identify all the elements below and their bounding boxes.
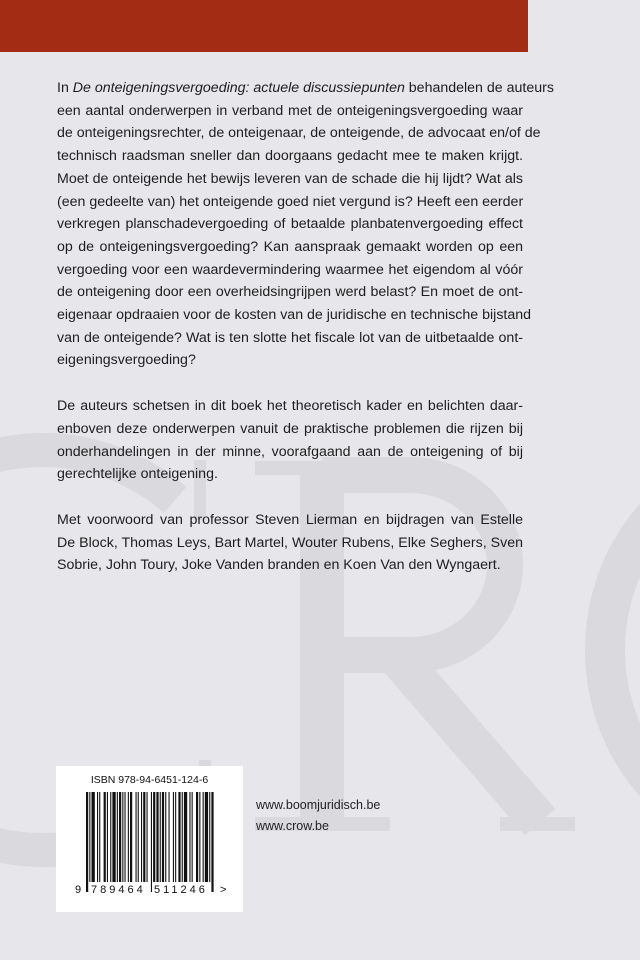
barcode-bar: [122, 792, 123, 882]
text-line: op de onteigeningsvergoeding? Kan aanspraak gemaakt worden op een: [57, 238, 523, 255]
text-line: enboven deze onderwerpen vanuit de praktische problemen die rijzen bij: [57, 420, 523, 437]
paragraph: [57, 77, 554, 372]
isbn-label: ISBN 978-94-6451-124-6: [90, 774, 209, 786]
barcode-bar: [97, 792, 98, 882]
barcode-bar: [169, 792, 170, 882]
barcode-bar: [119, 792, 121, 882]
barcode-bar: [182, 792, 183, 882]
barcode-bar: [130, 792, 132, 882]
barcode-bar: [178, 792, 180, 882]
barcode-bar: [143, 792, 145, 882]
text-line: van de onteigende? Wat is ten slotte het fiscale lot van de uitbetaalde ont-: [57, 329, 523, 346]
link-boomjuridisch[interactable]: www.boomjuridisch.be: [256, 798, 381, 812]
text-line: vergoeding voor een waardevermindering waarmee het eigendom al vóór: [57, 261, 523, 278]
barcode-bar: [175, 792, 176, 882]
publisher-links: [256, 795, 380, 837]
barcode-bar: [211, 792, 213, 892]
text-fragment: In: [57, 80, 73, 96]
barcode-bar: [153, 792, 155, 882]
barcode-bar: [165, 792, 166, 882]
barcode-digits-right: 511246: [154, 884, 208, 896]
barcode-bar: [110, 792, 111, 882]
text-line: [57, 77, 554, 100]
barcode-bar: [192, 792, 193, 882]
book-title: De onteigeningsvergoeding: actuele discussiepunten: [72, 80, 405, 96]
barcode-bar: [189, 792, 190, 882]
text-line: de onteigeningsrechter, de onteigenaar, de onteigende, de advocaat en/of de: [57, 125, 541, 142]
text-fragment: behandelen de auteurs: [404, 80, 554, 96]
text-line: De Block, Thomas Leys, Bart Martel, Wouter Rubens, Elke Seghers, Sven: [57, 534, 523, 551]
barcode-bar: [136, 792, 137, 882]
text-line: onderhandelingen in der minne, voorafgaand aan de onteigening of bij: [57, 443, 523, 460]
barcode-digits-left: 789464: [91, 884, 146, 896]
barcode-bar: [162, 792, 164, 882]
text-line: een aantal onderwerpen in verband met de onteigeningsvergoeding waar: [57, 102, 523, 119]
paragraph: [57, 509, 523, 577]
text-line: eigenaar opdraaien voor de kosten van de juridische en technische bijstand: [57, 307, 532, 324]
barcode-bar: [147, 792, 148, 882]
barcode-bar: [184, 792, 187, 882]
text-line: gerechtelijke onteigening.: [57, 466, 218, 483]
text-line: Met voorwoord van professor Steven Lierman en bijdragen van Estelle: [57, 511, 523, 528]
barcode-bar: [138, 792, 139, 882]
barcode-bar: [89, 792, 90, 882]
barcode-bar: [99, 792, 100, 882]
text-line: Sobrie, John Toury, Joke Vanden branden en Koen Van den Wyngaert.: [57, 557, 501, 574]
barcode-bar: [203, 792, 204, 882]
barcode-bar: [128, 792, 129, 882]
link-crow[interactable]: www.crow.be: [256, 819, 329, 833]
text-line: technisch raadsman sneller dan doorgaans gedacht mee te maken krijgt.: [57, 148, 523, 165]
barcode-bar: [205, 792, 208, 882]
barcode-bars: [86, 792, 216, 892]
text-line: de onteigening door een overheidsingrijpen werd belast? En moet de ont-: [57, 284, 523, 301]
barcode-bar: [141, 792, 142, 882]
barcode-bar: [92, 792, 95, 882]
blurb: [57, 77, 554, 600]
top-color-band: [0, 0, 528, 52]
barcode-bar: [160, 792, 161, 882]
watermark-letter-r-leg: [400, 660, 540, 822]
barcode-bar: [156, 792, 158, 882]
barcode-bar: [117, 792, 118, 882]
text-line: eigeningsvergoeding?: [57, 352, 196, 369]
barcode-digit-first: 9: [75, 884, 85, 896]
barcode-end-mark: >: [220, 884, 230, 896]
barcode-bar: [209, 792, 210, 882]
barcode-bar: [151, 792, 152, 892]
text-line: De auteurs schetsen in dit boek het theoretisch kader en belichten daar-: [57, 398, 523, 415]
paragraph: [57, 395, 523, 486]
barcode-bar: [199, 792, 200, 882]
barcode-bar: [107, 792, 108, 882]
text-line: (een gedeelte van) het onteigende goed niet vergund is? Heeft een eerder: [57, 193, 524, 210]
text-line: Moet de onteigende het bewijs leveren van de schade die hij lijdt? Wat als: [57, 170, 523, 187]
barcode-bar: [196, 792, 198, 882]
isbn-barcode: [56, 766, 243, 912]
barcode-bar: [112, 792, 115, 882]
barcode-bar: [104, 792, 106, 882]
watermark-letter-o: [605, 460, 640, 840]
barcode-bar: [86, 792, 88, 892]
barcode-bar: [125, 792, 126, 882]
barcode-bar: [173, 792, 174, 882]
text-line: verkregen planschadevergoeding of betaalde planbatenvergoeding effect: [57, 216, 523, 233]
